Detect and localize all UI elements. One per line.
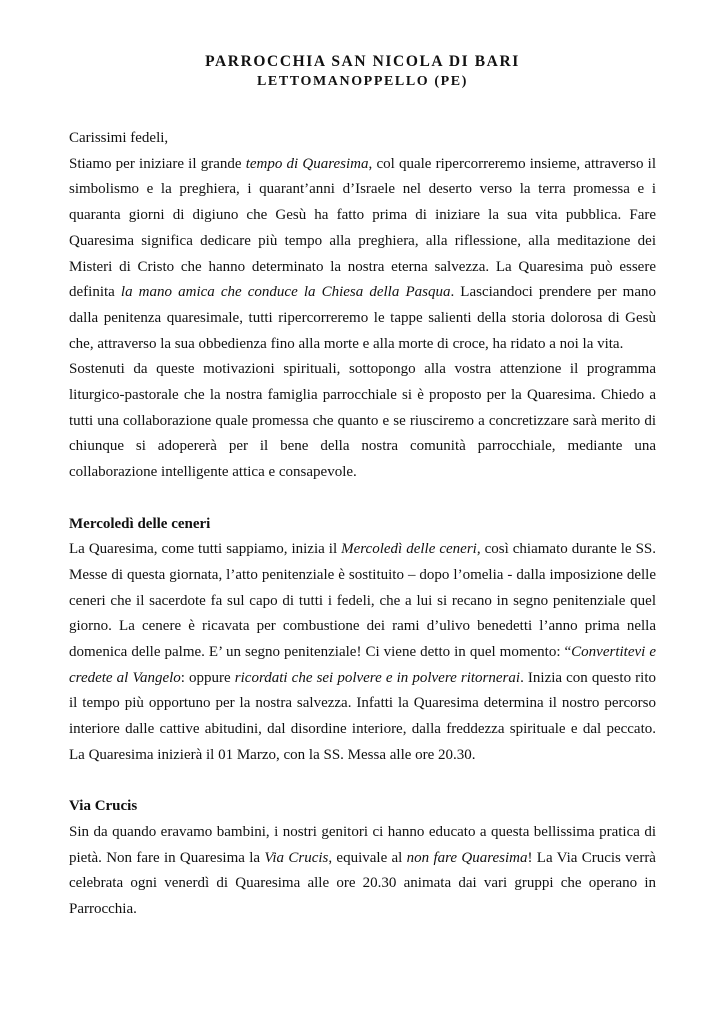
ceneri-heading: Mercoledì delle ceneri <box>69 515 211 532</box>
via-crucis-text-1: Sin da quando eravamo bambini, i nostri genitori ci hanno educato a questa bellissima pratica di pietà. Non fare in Quaresima la <box>69 823 656 866</box>
via-crucis-italic-1: Via Crucis <box>264 849 329 866</box>
intro-italic-2: la mano amica che conduce la Chiesa della Pasqua <box>120 284 451 301</box>
ceneri-paragraph <box>69 537 656 768</box>
section-spacer <box>69 486 656 512</box>
intro-text-1: Stiamo per iniziare il grande <box>69 155 246 172</box>
ceneri-text-3: : oppure <box>180 669 235 686</box>
via-crucis-heading: Via Crucis <box>69 798 138 815</box>
via-crucis-text-2: , equivale al <box>328 849 407 866</box>
ceneri-text-4: . Inizia con questo rito il tempo più opportuno per la nostra salvezza. Infatti la Quaresima determina il nostro percorso interiore dalle cattive abitudini, dal disordine interiore, dalla freddezza spirituale e dal peccato. La Quaresima inizierà il 01 Marzo, con la SS. Messa alle ore 20.30. <box>69 669 656 763</box>
letter-body <box>69 126 656 923</box>
intro-italic-1: tempo di Quaresima <box>245 155 369 172</box>
ceneri-italic-1: Mercoledì delle ceneri <box>341 541 477 558</box>
ceneri-text-2: , così chiamato durante le SS. Messe di questa giornata, l’atto penitenziale è sostituito – dopo l’omelia - dalla imposizione delle ceneri che il sacerdote fa sul capo di tutti i fedeli, che a lui si recano in segno penitenziale quel giorno. La cenere è ricavata per combustione dei rami d’ulivo benedetti l’anno prima nella domenica delle palme. E’ un segno penitenziale! Ci viene detto in quel momento: “ <box>69 541 657 661</box>
greeting: Carissimi fedeli, <box>69 130 169 146</box>
via-crucis-italic-2: non fare Quaresima <box>406 849 528 866</box>
intro-text-3: . Lasciandoci prendere per mano dalla penitenza quaresimale, tutti ripercorreremo le tappe salienti della storia dolorosa di Gesù che, attraverso la sua obbedienza fino alla morte e alla morte di croce, ha ridato a noi la vita. <box>69 284 656 352</box>
via-crucis-paragraph <box>69 820 656 923</box>
parish-location: LETTOMANOPPELLO (PE) <box>256 74 469 89</box>
intro-text-2: , col quale ripercorreremo insieme, attraverso il simbolismo e la preghiera, i quarant’anni d’Israele nel deserto verso la terra promessa e i quaranta giorni di digiuno che Gesù ha fatto prima di iniziare la sua vita pubblica. Fare Quaresima significa dedicare più tempo alla preghiera, alla riflessione, alla meditazione dei Misteri di Cristo che hanno determinato la nostra eterna salvezza. La Quaresima può essere definita <box>69 155 656 301</box>
section-spacer <box>69 769 656 795</box>
parish-title: PARROCCHIA SAN NICOLA DI BARI <box>205 53 520 70</box>
ceneri-italic-3: ricordati che sei polvere e in polvere ritornerai <box>234 669 521 686</box>
letterhead <box>0 52 725 91</box>
program-paragraph: Sostenuti da queste motivazioni spirituali, sottopongo alla vostra attenzione il programma liturgico-pastorale che la nostra famiglia parrocchiale si è proposto per la Quaresima. Chiedo a tutti una collaborazione quale promessa che quanto e se riusciremo a concretizzare sarà merito di chiunque si adopererà per il bene della nostra comunità parrocchiale, mediante una collaborazione intelligente attica e consapevole. <box>69 361 656 481</box>
intro-paragraph <box>69 152 656 358</box>
ceneri-italic-2: Convertitevi e credete al Vangelo <box>69 644 656 686</box>
via-crucis-text-3: ! La Via Crucis verrà celebrata ogni venerdì di Quaresima alle ore 20.30 animata dai vari gruppi che operano in Parrocchia. <box>69 849 656 918</box>
ceneri-text-1: La Quaresima, come tutti sappiamo, inizia il <box>69 541 342 558</box>
